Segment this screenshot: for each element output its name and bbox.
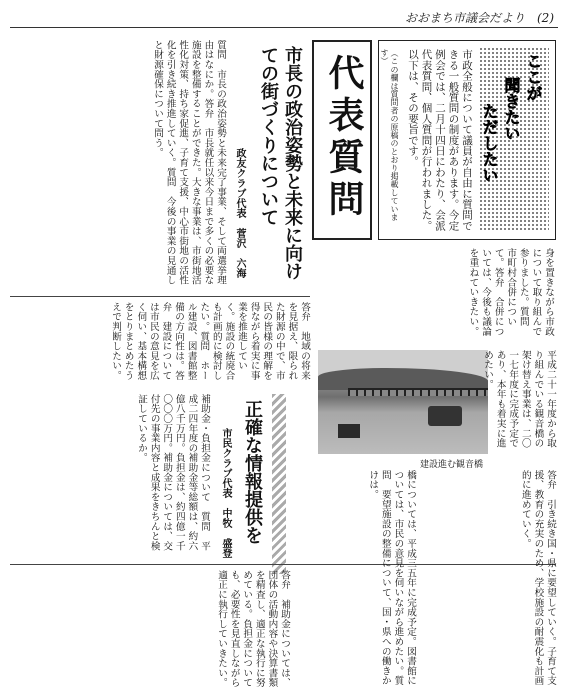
intro-box	[378, 40, 556, 240]
right-col-p2: 平成二十一年度から取り組んでいる観音橋の架け替え事業は、二〇一七年度に完成予定であり、本年も着実に進めたい。	[482, 350, 556, 448]
right-col-p1: 身を置きながら市政について取り組んで参りました。質問 市町村合併について。答弁 合併については、今後も議論を重ねていきたい。	[467, 248, 554, 337]
intro-body: 市政全般について議員が自由に質問できる一般質問の制度があります。今定例会では、二月十四日にわたり、会派代表質問、個人質問が行われました。以下は、その要旨です。	[407, 49, 473, 231]
q1-body-cont: 答弁 地域の将来を見据え、限られた財源の中で、市民の皆様の理解を得ながら着実に事業を推進していく。施設の統廃合も計画的に検討したい。質問 ホール建設、図書館整備の方向性は。答弁 建設については市民の意見を広く伺い、基本構想をとりまとめたうえで判断したい。	[110, 302, 310, 381]
photo-bridge	[348, 388, 488, 396]
bridge-photo	[318, 350, 488, 454]
header-rule	[10, 27, 558, 28]
bottom-col-p1: 橋については、平成三五年に完成予定。図書館については、市民の意見を伺いながら進めたい。質問 要望施設の整備について、国・県への働きかけは。	[367, 470, 416, 686]
page-header	[10, 4, 558, 28]
section-badge-box	[312, 40, 372, 240]
intro-heading-3: ただしたい	[480, 103, 499, 183]
bottom-col-p2: 答弁 引き続き国・県に要望していく。子育て支援、教育の充実のため、学校施設の耐震化も計画的に進めていく。	[519, 470, 556, 686]
photo-truck	[338, 424, 360, 438]
header-title: おおまち市議会だより (2)	[405, 11, 554, 25]
q2-body-cont: 答弁 補助金については、団体の活動内容や決算書類を精査し、適正な執行に努めている。負担金についても、必要性を見直しながら適正に執行していきたい。	[216, 570, 290, 688]
q2-stripe-decoration	[272, 394, 286, 574]
intro-heading-1: ここが	[524, 53, 543, 101]
intro-heading-panel	[479, 47, 549, 231]
q2-body: 補助金・負担金について 質問 平成二四年度の補助金等総額は、約六億八千万円。負担金は、約四億一千〇〇〇万円。補助金については、交付先の事業内容と成果をきちんと検証しているか。	[136, 394, 210, 551]
q2-title: 正確な情報提供を	[242, 400, 263, 544]
intro-note: （この欄は質問者の原稿のとおり掲載しています）	[380, 49, 399, 222]
intro-heading-2: 聞きたい	[502, 77, 521, 141]
q1-body: 質問 市長の政治姿勢と未来完了事業、そして両選挙理由はなにか。答弁 市長就任以来今日まで多くの必要な施設を整備することができた。大きな事業は、市街地活性化対策、持ち家促進、子育て支援、中心市街地の活性化を引き続き推進していく。質問 今後の事業の見通しと財源確保について問う。	[152, 40, 226, 285]
q2-byline: 市民クラブ代表 中牧 盛登	[220, 428, 231, 558]
q1-title: 市長の政治姿勢と未来に向けての街づくりについて	[258, 46, 303, 280]
q1-title-box	[230, 40, 308, 288]
photo-caption: 建設進む観音橋	[420, 460, 484, 470]
q1-byline: 政友クラブ代表 菅沢 六海	[234, 148, 245, 278]
section-badge: 代表質問	[323, 54, 365, 222]
top-divider	[10, 296, 310, 297]
photo-excavator	[428, 406, 462, 426]
